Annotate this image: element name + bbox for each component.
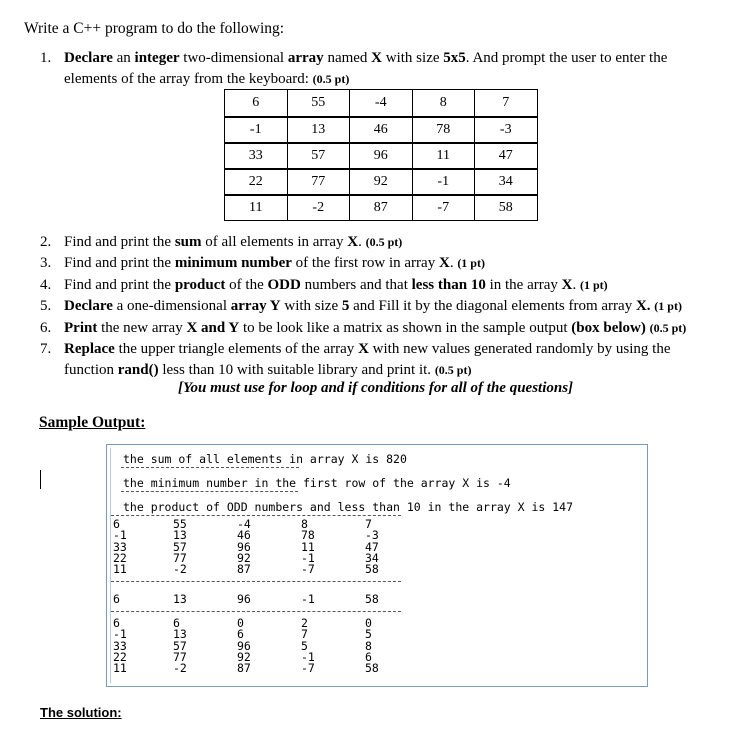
question-number: 2. xyxy=(40,234,52,250)
console-matrix-cell: 7 xyxy=(301,627,308,642)
console-matrix-cell: -7 xyxy=(301,661,315,676)
console-matrix-cell: 55 xyxy=(173,517,187,531)
question-text-fragment: Declare xyxy=(64,50,113,66)
question-text-fragment: X xyxy=(371,50,383,66)
console-matrix-cell: 11 xyxy=(301,539,315,554)
console-matrix-cell: 0 xyxy=(365,616,372,630)
question-text-fragment: in the array xyxy=(485,277,562,293)
question-text-fragment: X xyxy=(347,234,359,250)
console-matrix-cell: -1 xyxy=(113,627,127,642)
question-text-fragment: less than 10 with suitable library and print it. xyxy=(158,362,435,378)
console-array-cell: 6 xyxy=(113,592,120,606)
question-text-fragment: function xyxy=(64,362,118,378)
console-array-cell: 58 xyxy=(365,592,379,606)
console-divider xyxy=(111,611,401,612)
console-divider xyxy=(111,581,401,582)
table-cell: -1 xyxy=(412,169,475,195)
question-text xyxy=(64,339,671,381)
question-text-fragment: of the first row in array xyxy=(291,255,439,271)
console-matrix-cell: -2 xyxy=(173,562,187,577)
table-cell: 92 xyxy=(350,169,413,195)
table-cell: -3 xyxy=(475,117,538,143)
table-cell: 46 xyxy=(350,117,413,143)
console-matrix-cell: 6 xyxy=(365,649,372,664)
question-text-fragment: Declare xyxy=(64,298,113,314)
question-text-fragment: the upper triangle elements of the array xyxy=(114,341,359,357)
text-cursor xyxy=(40,470,41,489)
table-row xyxy=(225,143,538,169)
question-text-fragment: 5x5 xyxy=(443,50,466,66)
console-divider xyxy=(121,491,298,492)
question-text-fragment: rand() xyxy=(117,362,159,378)
console-matrix-cell: 6 xyxy=(113,517,120,531)
table-cell: 78 xyxy=(412,117,475,143)
question-text xyxy=(64,48,667,90)
question-number: 3. xyxy=(40,255,52,271)
question-text-fragment: minimum number xyxy=(174,255,292,271)
table-cell: 22 xyxy=(225,169,288,195)
question-line xyxy=(64,339,671,360)
console-matrix-cell: -2 xyxy=(173,661,187,676)
question-text-fragment: named xyxy=(323,50,372,66)
console-matrix-cell: 22 xyxy=(113,550,127,565)
question-text-fragment: array Y xyxy=(230,298,281,314)
console-matrix-cell: 57 xyxy=(173,638,187,653)
question-text-fragment: an xyxy=(112,50,135,66)
points-label: (1 pt) xyxy=(457,256,485,270)
console-matrix-cell: 33 xyxy=(113,539,127,554)
question-text-fragment: Find and print the xyxy=(64,255,175,271)
console-matrix-cell: -4 xyxy=(237,517,251,531)
question-text-fragment: 5 xyxy=(341,298,350,314)
question-text xyxy=(64,232,402,253)
console-matrix-cell: -1 xyxy=(301,550,315,565)
console-matrix-cell: 8 xyxy=(365,638,372,653)
question-text xyxy=(64,275,608,296)
console-array-cell: 13 xyxy=(173,592,187,606)
console-matrix-cell: 77 xyxy=(173,550,187,565)
question-text-fragment: Print xyxy=(64,320,98,336)
question-text-fragment: Find and print the xyxy=(64,277,175,293)
console-matrix-cell: -1 xyxy=(301,649,315,664)
console-matrix-cell: 87 xyxy=(237,661,251,676)
table-cell: 13 xyxy=(287,117,350,143)
question-text xyxy=(64,296,682,317)
question-text-fragment: (box below) xyxy=(571,320,646,336)
table-cell: 6 xyxy=(225,90,288,117)
console-output-box xyxy=(106,444,648,687)
console-matrix-cell: 2 xyxy=(301,616,308,630)
question-number: 1. xyxy=(40,50,52,66)
table-cell: -2 xyxy=(287,195,350,221)
console-matrix-cell: 87 xyxy=(237,562,251,577)
table-cell: 11 xyxy=(412,143,475,169)
console-matrix-cell: 13 xyxy=(173,528,187,543)
console-matrix-cell: 58 xyxy=(365,661,379,676)
question-text xyxy=(64,318,686,339)
solution-label: The solution: xyxy=(40,705,122,720)
console-matrix-cell: 92 xyxy=(237,550,251,565)
question-line xyxy=(64,48,667,69)
question-text-fragment: with new values generated randomly by using the xyxy=(368,341,671,357)
question-text-fragment: numbers and that xyxy=(300,277,412,293)
array-x-table xyxy=(224,89,538,221)
console-matrix-cell: 57 xyxy=(173,539,187,554)
console-matrix-cell: 13 xyxy=(173,627,187,642)
table-row xyxy=(225,169,538,195)
console-matrix-cell: 46 xyxy=(237,528,251,543)
question-text-fragment: less than 10 xyxy=(411,277,486,293)
points-label: (0.5 pt) xyxy=(312,72,350,86)
question-text-fragment: the new array xyxy=(97,320,187,336)
points-label: (0.5 pt) xyxy=(365,235,403,249)
question-line xyxy=(64,69,667,90)
question-number: 4. xyxy=(40,277,52,293)
question-number: 7. xyxy=(40,341,52,357)
question-number: 6. xyxy=(40,320,52,336)
console-matrix-cell: 11 xyxy=(113,661,127,676)
question-text-fragment: to be look like a matrix as shown in the sample output xyxy=(239,320,572,336)
console-inner xyxy=(110,448,644,683)
question-text-fragment: with size xyxy=(382,50,444,66)
question-text-fragment: Find and print the xyxy=(64,234,175,250)
question-text-fragment: X. xyxy=(635,298,651,314)
table-cell: 96 xyxy=(350,143,413,169)
table-cell: 47 xyxy=(475,143,538,169)
question-item xyxy=(40,339,740,383)
question-number: 5. xyxy=(40,298,52,314)
table-cell: 58 xyxy=(475,195,538,221)
question-text-fragment: Replace xyxy=(64,341,115,357)
table-cell: 7 xyxy=(475,90,538,117)
question-text-fragment: . xyxy=(449,255,458,271)
console-array-cell: 96 xyxy=(237,592,251,606)
console-matrix-cell: 0 xyxy=(237,616,244,630)
table-cell: 77 xyxy=(287,169,350,195)
console-matrix-cell: 34 xyxy=(365,550,379,565)
console-matrix-cell: -7 xyxy=(301,562,315,577)
loop-note: [You must use for loop and if conditions for all of the questions] xyxy=(178,380,574,396)
console-matrix-cell: 6 xyxy=(237,627,244,642)
points-label: (0.5 pt) xyxy=(649,321,687,335)
question-line xyxy=(64,360,671,381)
question-text-fragment: with size xyxy=(280,298,342,314)
console-matrix-cell: 8 xyxy=(301,517,308,531)
console-matrix-cell: -1 xyxy=(113,528,127,543)
points-label: (0.5 pt) xyxy=(434,363,472,377)
question-text-fragment: ODD xyxy=(267,277,301,293)
table-cell: 55 xyxy=(287,90,350,117)
console-product-line: the product of ODD numbers and less than 10 in the array X is 147 xyxy=(123,500,574,514)
question-text-fragment: sum xyxy=(174,234,202,250)
console-matrix-cell: 6 xyxy=(113,616,120,630)
points-label: (1 pt) xyxy=(654,299,682,313)
console-matrix-cell: 5 xyxy=(365,627,372,642)
console-matrix-cell: -3 xyxy=(365,528,379,543)
table-row xyxy=(225,117,538,143)
console-min-line: the minimum number in the first row of the array X is -4 xyxy=(123,476,511,490)
console-matrix-cell: 78 xyxy=(301,528,315,543)
question-text-fragment: X xyxy=(358,341,369,357)
question-text-fragment: X xyxy=(561,277,573,293)
question-text-fragment: array xyxy=(287,50,324,66)
table-cell: 8 xyxy=(412,90,475,117)
console-matrix-cell: 6 xyxy=(173,616,180,630)
console-divider xyxy=(111,515,401,516)
console-sum-line: the sum of all elements in array X is 820 xyxy=(123,452,407,466)
table-row xyxy=(225,90,538,117)
console-matrix-cell: 11 xyxy=(113,562,127,577)
console-array-cell: -1 xyxy=(301,592,315,606)
points-label: (1 pt) xyxy=(579,278,608,292)
question-text-fragment: and Fill it by the diagonal elements from array xyxy=(349,298,636,314)
console-matrix-cell: 47 xyxy=(365,539,379,554)
question-text-fragment: of the xyxy=(225,277,268,293)
table-cell: 33 xyxy=(225,143,288,169)
question-text-fragment: a one-dimensional xyxy=(112,298,231,314)
question-text xyxy=(64,253,485,274)
question-text-fragment: X and Y xyxy=(186,320,240,336)
table-cell: -1 xyxy=(225,117,288,143)
table-cell: -7 xyxy=(412,195,475,221)
console-matrix-cell: 5 xyxy=(301,638,308,653)
question-item xyxy=(40,48,740,92)
question-text-fragment: product xyxy=(174,277,226,293)
console-matrix-cell: 7 xyxy=(365,517,372,531)
table-cell: 87 xyxy=(350,195,413,221)
console-matrix-cell: 96 xyxy=(237,638,251,653)
question-text-fragment: two-dimensional xyxy=(179,50,288,66)
table-row xyxy=(225,195,538,221)
console-matrix-cell: 92 xyxy=(237,649,251,664)
sample-output-label: Sample Output: xyxy=(39,414,146,431)
console-matrix-cell: 33 xyxy=(113,638,127,653)
question-text-fragment: . And prompt the user to enter the xyxy=(465,50,668,66)
console-matrix-cell: 96 xyxy=(237,539,251,554)
console-matrix-cell: 22 xyxy=(113,649,127,664)
question-text-fragment: integer xyxy=(134,50,180,66)
question-text-fragment: of all elements in array xyxy=(201,234,348,250)
console-divider xyxy=(121,467,299,468)
table-cell: -4 xyxy=(350,90,413,117)
table-cell: 34 xyxy=(475,169,538,195)
question-text-fragment: X xyxy=(438,255,450,271)
question-text-fragment: elements of the array from the keyboard: xyxy=(64,71,313,87)
question-text-fragment: . xyxy=(572,277,580,293)
console-matrix-cell: 58 xyxy=(365,562,379,577)
intro-text: Write a C++ program to do the following: xyxy=(24,20,285,37)
table-cell: 11 xyxy=(225,195,288,221)
console-matrix-cell: 77 xyxy=(173,649,187,664)
table-cell: 57 xyxy=(287,143,350,169)
question-text-fragment: . xyxy=(358,234,366,250)
